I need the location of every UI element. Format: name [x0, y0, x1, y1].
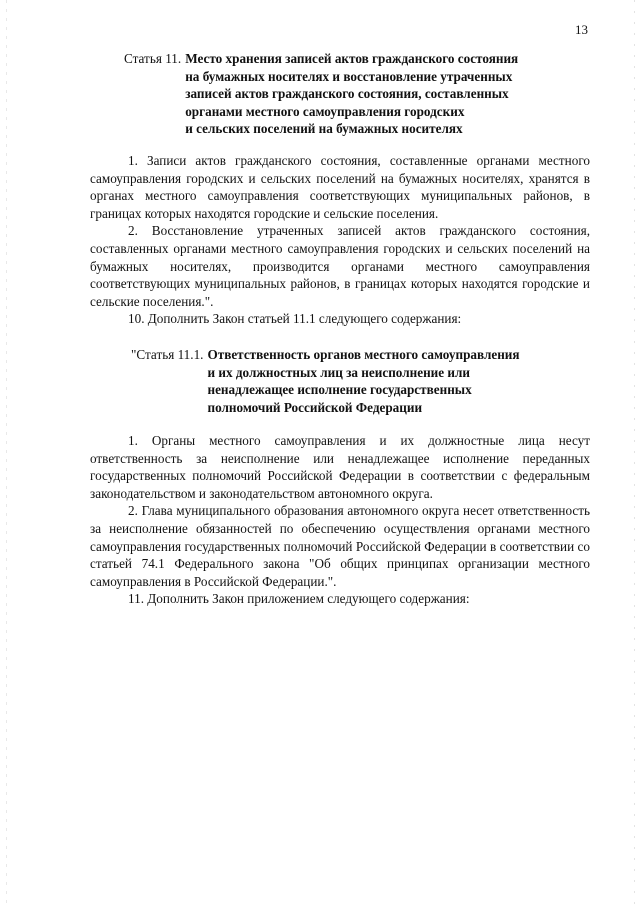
paragraph: 2. Восстановление утраченных записей актов гражданского состояния, составленных органами местного самоуправления городских и сельских поселений на бумажных носителях, производится органами местного самоуправления соответствующих муниципальных районов, в границах которых находятся городские и сельские поселения.". [90, 223, 590, 309]
article-11-title-line: записей актов гражданского состояния, составленных [185, 86, 509, 101]
article-11-1-heading [131, 346, 601, 416]
article-11-body [90, 152, 590, 328]
scan-edge-left [6, 0, 7, 905]
scan-edge-right [634, 0, 635, 905]
page-number: 13 [575, 22, 588, 37]
article-11-1-title [207, 346, 601, 416]
article-11-title-line: на бумажных носителях и восстановление утраченных [185, 68, 513, 84]
article-11-title-line: Место хранения записей актов гражданского состояния [185, 51, 519, 66]
article-11-heading [124, 50, 594, 138]
article-11-1-title-line: полномочий Российской Федерации [207, 399, 423, 415]
article-11-title [185, 50, 594, 138]
article-11-1-number: "Статья 11.1. [131, 347, 204, 362]
article-11-1-body [90, 432, 590, 608]
article-11-1-title-line: ненадлежащее исполнение государственных [207, 382, 472, 397]
paragraph: 1. Записи актов гражданского состояния, составленные органами местного самоуправления городских и сельских поселений на бумажных носителях, хранятся в органах местного самоуправления соответствующих муниципальных районов, в границах которых находятся городские и сельские поселения. [90, 153, 590, 221]
paragraph: 10. Дополнить Закон статьей 11.1 следующего содержания: [128, 311, 462, 327]
article-11-1-title-line: Ответственность органов местного самоуправления [207, 347, 520, 362]
article-11-1-title-line: и их должностных лиц за неисполнение или [207, 364, 471, 380]
article-11-number: Статья 11. [124, 51, 182, 66]
article-11-title-line: и сельских поселений на бумажных носителях [185, 121, 463, 136]
article-11-title-line: органами местного самоуправления городских [185, 103, 465, 119]
paragraph: 11. Дополнить Закон приложением следующего содержания: [128, 591, 470, 607]
paragraph: 1. Органы местного самоуправления и их должностные лица несут ответственность за неисполнение или ненадлежащее исполнение переданных государственных полномочий Российской Федерации в соответствии с федеральным законодательством и законодательством автономного округа. [90, 433, 590, 501]
paragraph: 2. Глава муниципального образования автономного округа несет ответственность за неисполнение обязанностей по обеспечению осуществления органами местного самоуправления государственных полномочий Российской Федерации в соответствии со статьей 74.1 Федерального закона "Об общих принципах организации местного самоуправления в Российской Федерации.". [90, 503, 590, 589]
